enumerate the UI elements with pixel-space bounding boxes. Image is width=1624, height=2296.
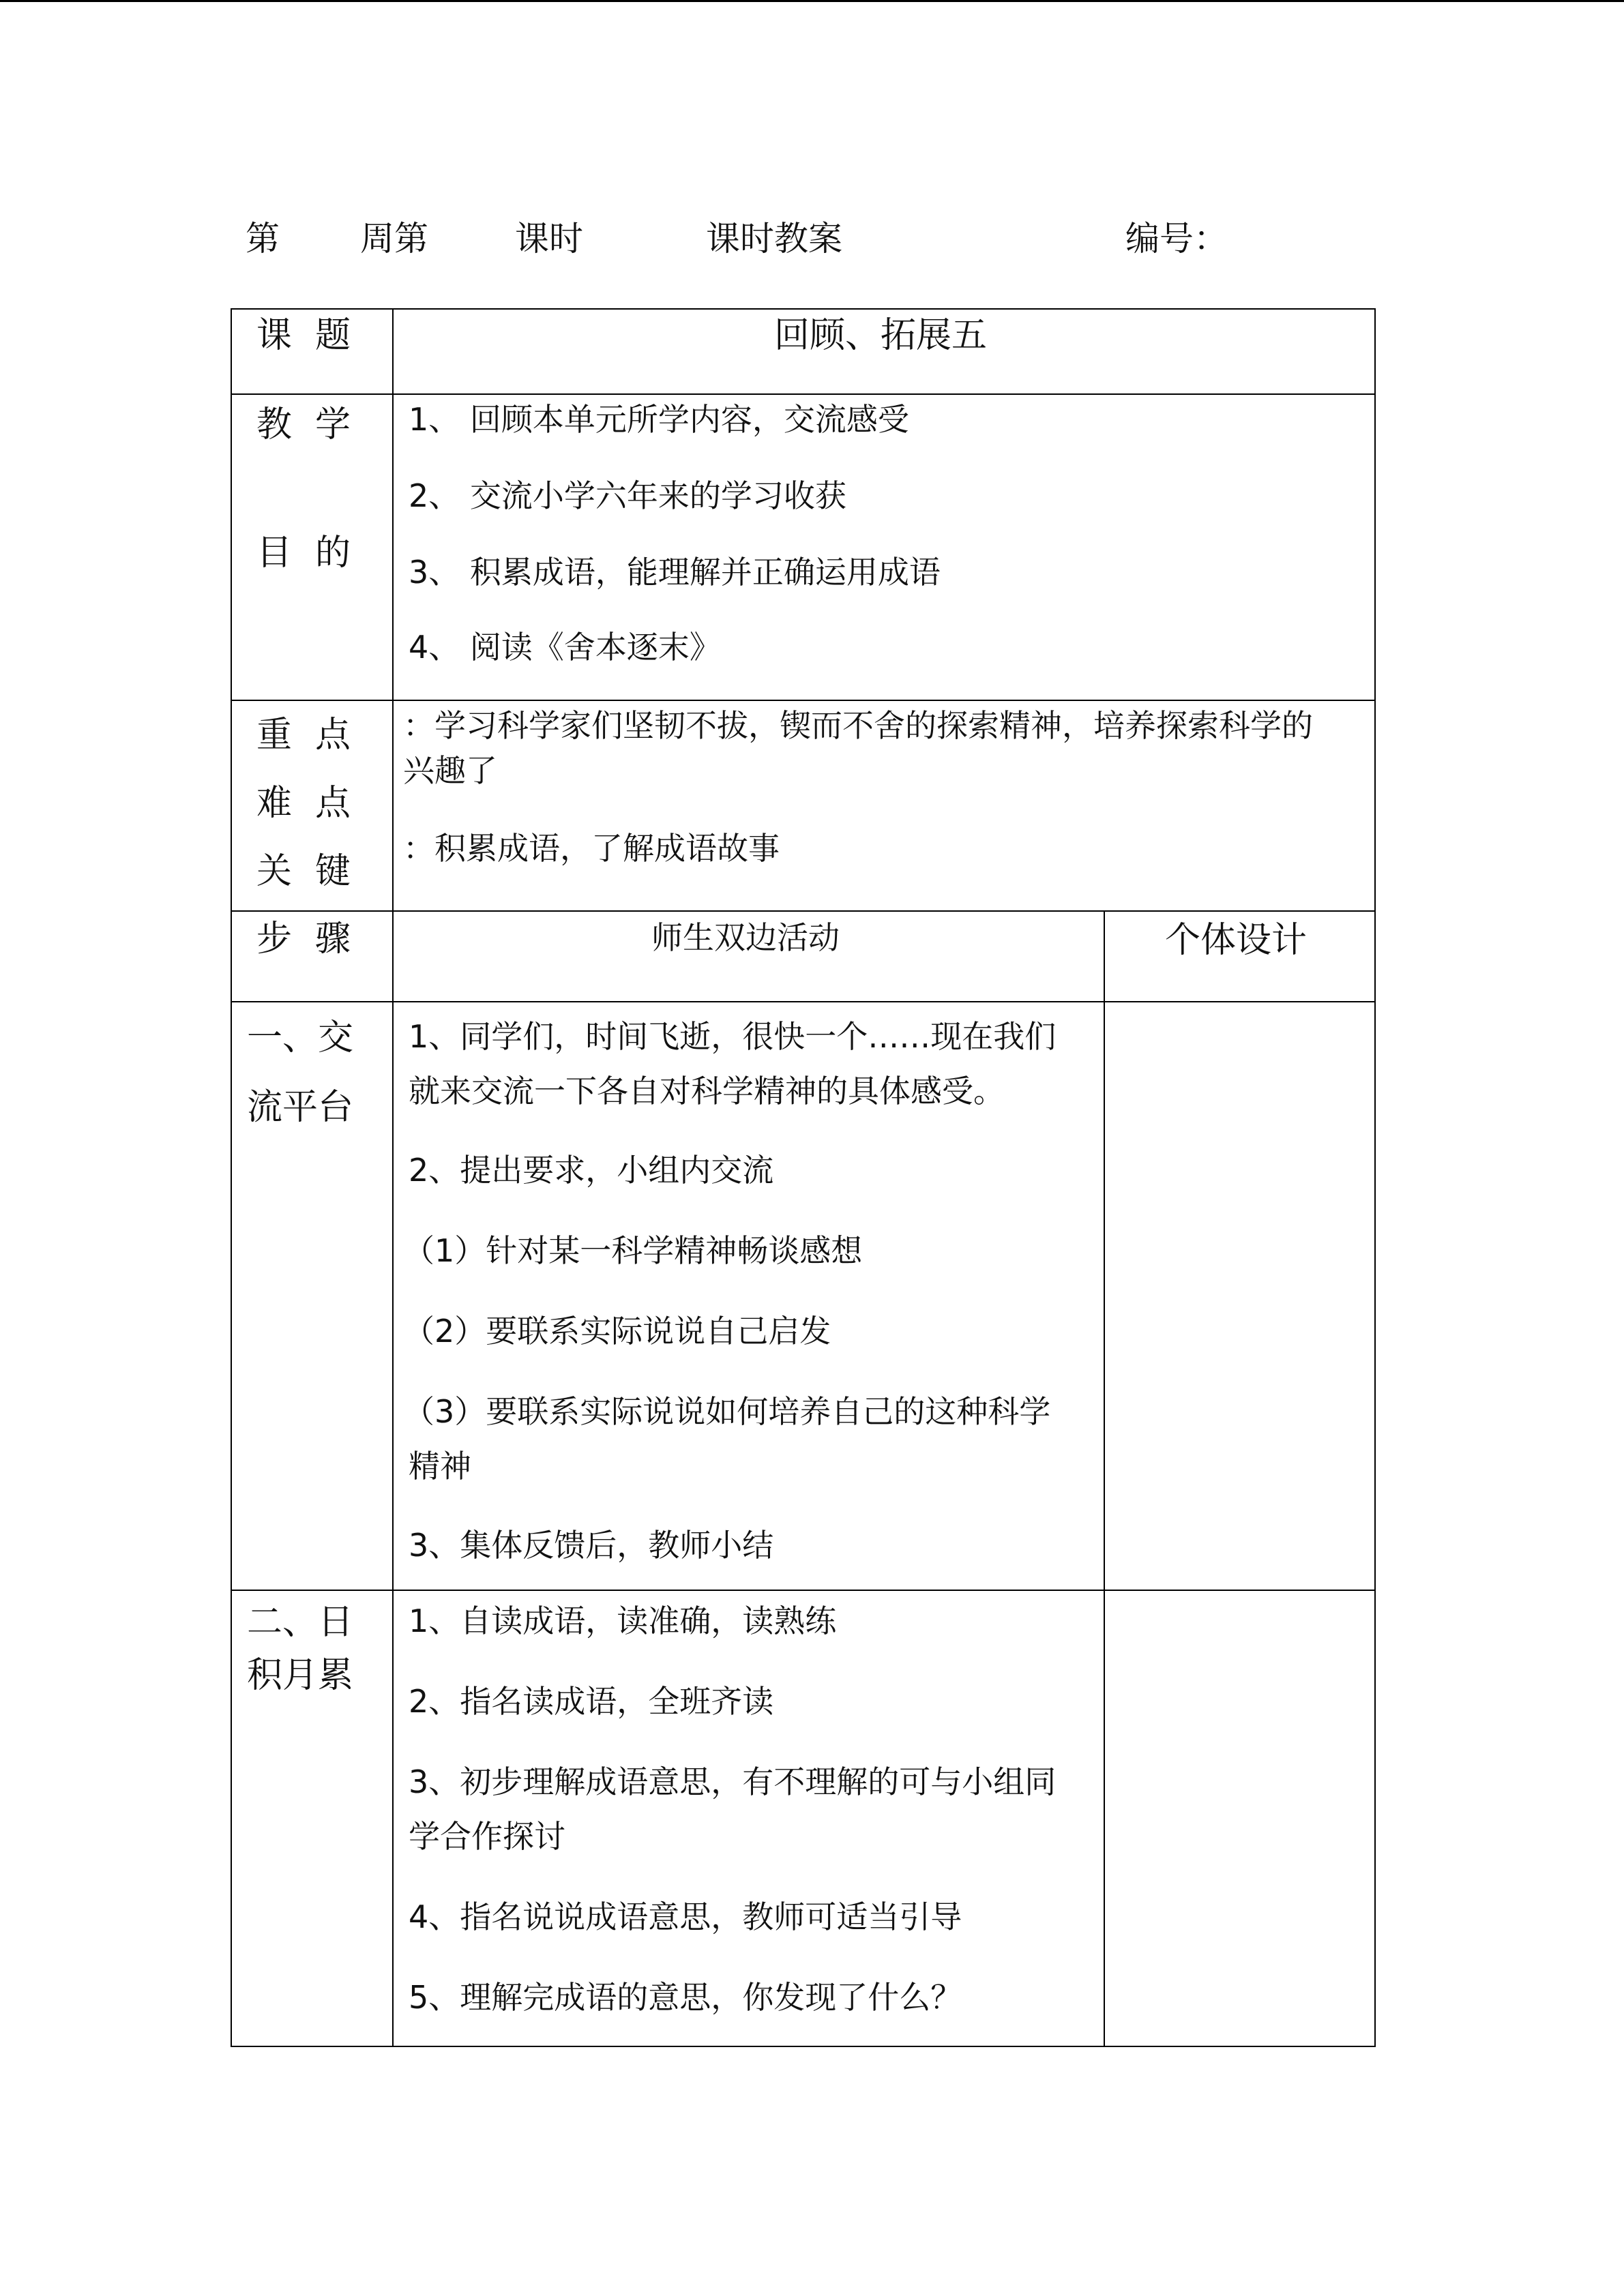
keypoints-label-difficulty: 难点 <box>256 783 374 824</box>
step2-line: 4、指名说说成语意思，教师可适当引导 <box>409 1898 962 1935</box>
individual-header-cell <box>1104 910 1376 1003</box>
step1-line: 1、同学们，时间飞逝，很快一个……现在我们 <box>409 1018 1057 1055</box>
activities-header: 师生双边活动 <box>651 919 840 956</box>
step2-label-line1: 二、日 <box>247 1602 354 1643</box>
step2-label-cell <box>231 1590 394 2047</box>
page-top-border <box>0 0 1624 2</box>
step1-line: （1）针对某一科学精神畅谈感想 <box>403 1232 863 1269</box>
step2-individual-cell <box>1104 1590 1376 2047</box>
difficulty-text-line1: ：学习科学家们坚韧不拔，锲而不舍的探索精神，培养探索科学的 <box>403 707 1313 744</box>
step2-line: 3、初步理解成语意思，有不理解的可与小组同 <box>409 1763 1057 1800</box>
objective-item: 1、 回顾本单元所学内容，交流感受 <box>409 401 909 438</box>
step1-line: 2、提出要求，小组内交流 <box>409 1152 774 1189</box>
topic-value: 回顾、拓展五 <box>774 315 988 356</box>
objective-item: 3、 积累成语，能理解并正确运用成语 <box>409 554 941 591</box>
step1-line: 就来交流一下各自对科学精神的具体感受。 <box>409 1073 1005 1109</box>
step1-label-line1: 一、交 <box>247 1017 354 1058</box>
step2-line: 学合作探讨 <box>409 1818 565 1855</box>
header-week-prefix: 第 <box>246 219 280 258</box>
step2-line: 5、理解完成语的意思，你发现了什么？ <box>409 1979 962 2016</box>
topic-label: 课题 <box>256 315 374 356</box>
activities-header-cell <box>392 910 1106 1003</box>
step1-label-line2: 流平台 <box>247 1087 354 1128</box>
steps-label-cell <box>231 910 394 1003</box>
objective-item: 2、 交流小学六年来的学习收获 <box>409 477 846 514</box>
lesson-header <box>0 205 1624 273</box>
keypoints-label-key: 关键 <box>256 851 374 892</box>
difficulty-text-line2: 兴趣了 <box>403 752 497 789</box>
step1-line: 精神 <box>409 1448 471 1485</box>
topic-value-cell <box>392 308 1376 396</box>
key-text: ：积累成语，了解成语故事 <box>403 830 780 867</box>
keypoints-content-cell <box>392 700 1376 912</box>
step2-line: 1、自读成语，读准确，读熟练 <box>409 1602 837 1639</box>
step1-line: 3、集体反馈后，教师小结 <box>409 1527 774 1564</box>
objectives-label-cell <box>231 393 394 702</box>
step1-content-cell <box>392 1001 1106 1592</box>
steps-label: 步骤 <box>256 919 374 959</box>
step2-label-line2: 积月累 <box>247 1655 354 1696</box>
objectives-content-cell <box>392 393 1376 702</box>
keypoints-label-cell <box>231 700 394 912</box>
step2-line: 2、指名读成语，全班齐读 <box>409 1683 774 1720</box>
header-number-label: 编号： <box>1125 219 1228 258</box>
header-week-suffix: 周第 <box>360 219 428 258</box>
objective-item: 4、 阅读《舍本逐末》 <box>409 629 721 666</box>
individual-header: 个体设计 <box>1165 920 1308 961</box>
keypoints-label-focus: 重点 <box>256 715 374 756</box>
topic-label-cell <box>231 308 394 396</box>
objectives-label-line2: 目的 <box>256 533 374 573</box>
step1-label-cell <box>231 1001 394 1592</box>
step2-content-cell <box>392 1590 1106 2047</box>
step1-line: （2）要联系实际说说自己启发 <box>403 1313 831 1350</box>
step1-individual-cell <box>1104 1001 1376 1592</box>
header-doc-type: 课时教案 <box>706 219 842 258</box>
header-lesson-suffix: 课时 <box>515 219 583 258</box>
step1-line: （3）要联系实际说说如何培养自己的这种科学 <box>403 1393 1051 1430</box>
objectives-label-line1: 教学 <box>256 404 374 445</box>
